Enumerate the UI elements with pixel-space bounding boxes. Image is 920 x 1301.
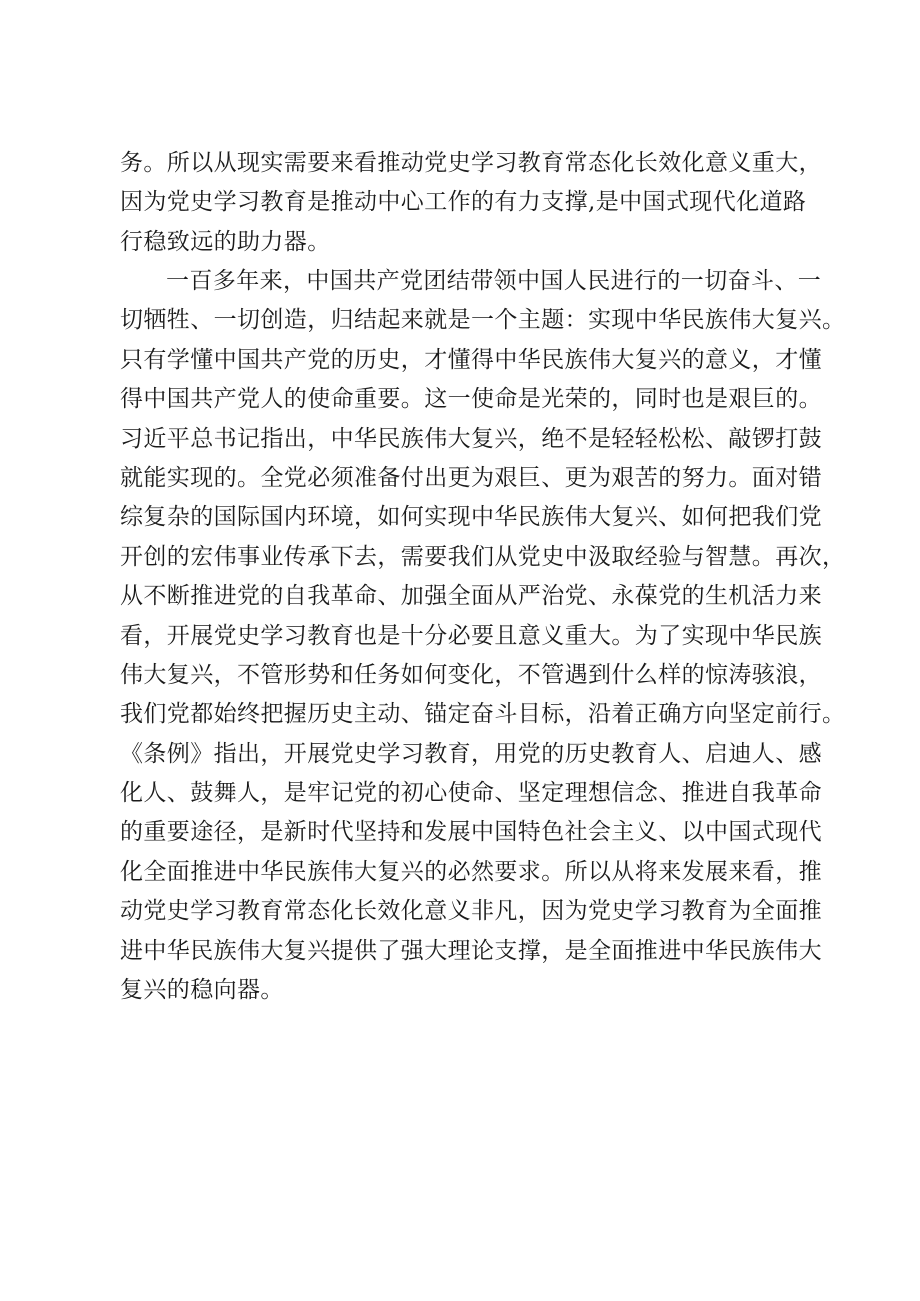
paragraph-2-line-1: 一百多年来，中国共产党团结带领中国人民进行的一切奋斗、一 bbox=[166, 268, 822, 294]
paragraph-1-line-3: 行稳致远的助力器。 bbox=[120, 228, 331, 255]
paragraph-2-line-8: 开创的宏伟事业传承下去，需要我们从党史中汲取经验与智慧。再次， bbox=[120, 543, 846, 570]
paragraph-2-line-7: 综复杂的国际国内环境，如何实现中华民族伟大复兴、如何把我们党 bbox=[120, 504, 822, 531]
paragraph-2-line-5: 习近平总书记指出，中华民族伟大复兴，绝不是轻轻松松、敲锣打鼓 bbox=[120, 425, 822, 452]
paragraph-1-line-1: 务。所以从现实需要来看推动党史学习教育常态化长效化意义重大， bbox=[120, 150, 822, 176]
paragraph-1 bbox=[120, 144, 820, 262]
paragraph-2-line-12: 我们党都始终把握历史主动、锚定奋斗目标，沿着正确方向坚定前行。 bbox=[120, 701, 846, 728]
paragraph-1-line-2: 因为党史学习教育是推动中心工作的有力支撑,是中国式现代化道路 bbox=[120, 189, 807, 216]
paragraph-2-line-17: 动党史学习教育常态化长效化意义非凡，因为党史学习教育为全面推 bbox=[120, 898, 822, 925]
paragraph-2-line-3: 只有学懂中国共产党的历史，才懂得中华民族伟大复兴的意义，才懂 bbox=[120, 346, 822, 373]
paragraph-2-line-6: 就能实现的。全党必须准备付出更为艰巨、更为艰苦的努力。面对错 bbox=[120, 464, 822, 491]
paragraph-2-line-13: 《条例》指出，开展党史学习教育，用党的历史教育人、启迪人、感 bbox=[120, 740, 822, 767]
paragraph-2-line-14: 化人、鼓舞人，是牢记党的初心使命、坚定理想信念、推进自我革命 bbox=[120, 780, 822, 807]
paragraph-2-line-4: 得中国共产党人的使命重要。这一使命是光荣的，同时也是艰巨的。 bbox=[120, 386, 822, 413]
paragraph-2 bbox=[120, 262, 846, 1010]
paragraph-2-line-19: 复兴的稳向器。 bbox=[120, 977, 284, 1004]
paragraph-2-line-11: 伟大复兴，不管形势和任务如何变化，不管遇到什么样的惊涛骇浪， bbox=[120, 661, 822, 688]
paragraph-2-line-9: 从不断推进党的自我革命、加强全面从严治党、永葆党的生机活力来 bbox=[120, 583, 822, 610]
paragraph-2-line-2: 切牺牲、一切创造，归结起来就是一个主题：实现中华民族伟大复兴。 bbox=[120, 307, 846, 334]
paragraph-2-line-10: 看，开展党史学习教育也是十分必要且意义重大。为了实现中华民族 bbox=[120, 622, 822, 649]
paragraph-2-line-16: 化全面推进中华民族伟大复兴的必然要求。所以从将来发展来看，推 bbox=[120, 858, 822, 885]
paragraph-2-line-15: 的重要途径，是新时代坚持和发展中国特色社会主义、以中国式现代 bbox=[120, 819, 822, 846]
paragraph-2-line-18: 进中华民族伟大复兴提供了强大理论支撑，是全面推进中华民族伟大 bbox=[120, 937, 822, 964]
